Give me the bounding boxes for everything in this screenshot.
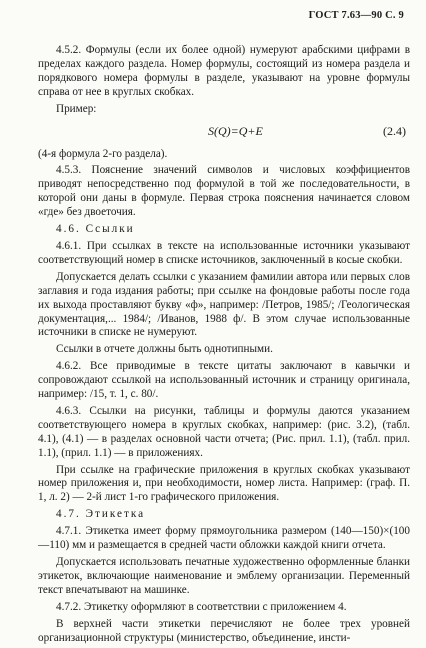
paragraph-4-7-2: 4.7.2. Этикетку оформляют в соответствии с приложением 4. — [56, 600, 347, 613]
paragraph-4-6-2: 4.6.2. Все приводимые в тексте цитаты заключают в кавычки и сопровождают ссылкой на использованный источник и страницу оригинала, например: /15, т. 1, с. 80/. — [38, 360, 410, 401]
paragraph-uniform-links: Ссылки в отчете должны быть однотипными. — [56, 343, 273, 356]
paragraph-4-5-3: 4.5.3. Пояснение значений символов и числовых коэффициентов приводят непосредственно под формулой в той же последовательности, в которой они даны в формуле. Первая строка пояснения начинается словом «где» без двоеточия. — [38, 164, 410, 219]
example-label: Пример: — [56, 102, 97, 115]
paragraph-printed-blanks: Допускается использовать печатные художественно оформленные бланки этикеток, включающие наименование и эмблему организации. Переменный текст впечатывают на машинке. — [38, 556, 410, 596]
formula-number: (2.4) — [383, 123, 406, 138]
paragraph-upper-part: В верхней части этикетки перечисляют не более трех уровней организационной структуры (министерство, объединение, инсти- — [38, 617, 410, 644]
formula-expression: S(Q)=Q+E — [208, 123, 263, 138]
section-heading-links: 4.6. Ссылки — [56, 223, 135, 236]
paragraph-4-6-1: 4.6.1. При ссылках в тексте на использованные источники указывают соответствующий номер в списке источников, заключенный в косые скобки. — [38, 239, 410, 266]
paragraph-author-links: Допускается делать ссылки с указанием фамилии автора или первых слов заглавия и года издания работы; при ссылке на фондовые работы после года их выхода проставляют букву «ф», например: /Петров, 1985/; /Геологическая документация,... 1984/; /Иванов, 1988 ф/. В этом случае использованные источники в списке не нумеруют. — [38, 270, 410, 339]
section-heading-label: 4.7. Этикетка — [56, 508, 146, 521]
paragraph-4-6-3: 4.6.3. Ссылки на рисунки, таблицы и формулы даются указанием соответствующего номера в круглых скобках, например: (рис. 3.2), (табл. 4.1), (4.1) — в разделах основной части отчета; (Рис. прил. 1.1), (табл. прил. 1.1), (прил. 1.1) — в приложениях. — [38, 404, 410, 459]
paragraph-4-5-2: 4.5.2. Формулы (если их более одной) нумеруют арабскими цифрами в пределах каждого раздела. Номер формулы, состоящий из номера раздела и порядкового номера формулы в разделе, указывают на уровне формулы справа от нее в круглых скобках. — [38, 44, 410, 98]
paragraph-graphic-appendix: При ссылке на графические приложения в круглых скобках указывают номер приложения и, при необходимости, номер листа. Например: (граф. П. 1, л. 2) — 2-й лист 1-го графического приложения. — [38, 463, 410, 504]
formula-row — [38, 120, 410, 146]
body-text — [38, 44, 410, 648]
formula-caption: (4-я формула 2-го раздела). — [38, 147, 168, 160]
page-header: ГОСТ 7.63—90 С. 9 — [308, 10, 404, 21]
paragraph-4-7-1: 4.7.1. Этикетка имеет форму прямоугольника размером (140—150)×(100—110) мм и размещается в средней части обложки каждой книги отчета. — [38, 525, 410, 552]
